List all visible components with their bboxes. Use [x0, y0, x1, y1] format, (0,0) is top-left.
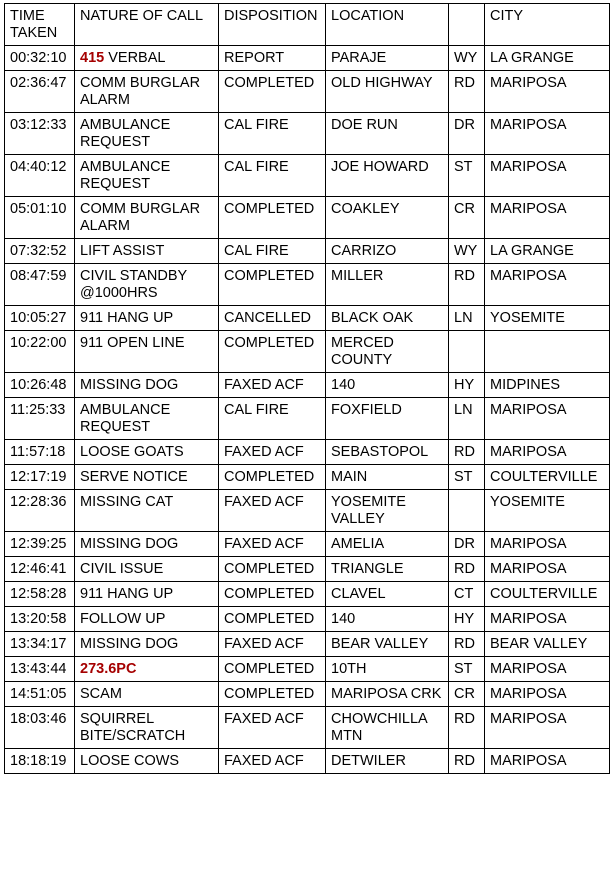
cell-suffix: WY [449, 239, 485, 264]
cell-time: 12:39:25 [5, 532, 75, 557]
table-row [5, 264, 610, 306]
cell-location: SEBASTOPOL [326, 440, 449, 465]
cell-disposition: COMPLETED [219, 71, 326, 113]
cell-disposition: COMPLETED [219, 557, 326, 582]
nature-text: LOOSE COWS [80, 753, 180, 769]
table-row [5, 707, 610, 749]
cell-disposition: COMPLETED [219, 264, 326, 306]
cell-city: LA GRANGE [485, 239, 610, 264]
cell-location: PARAJE [326, 46, 449, 71]
cell-suffix: LN [449, 306, 485, 331]
cell-time: 10:26:48 [5, 373, 75, 398]
cell-city: BEAR VALLEY [485, 632, 610, 657]
cell-location: BLACK OAK [326, 306, 449, 331]
cell-nature [75, 331, 219, 373]
cell-city: MARIPOSA [485, 657, 610, 682]
nature-text: SERVE NOTICE [80, 469, 188, 485]
table-row [5, 306, 610, 331]
nature-text: SQUIRREL BITE/SCRATCH [80, 711, 186, 744]
cell-nature [75, 373, 219, 398]
cell-disposition: FAXED ACF [219, 749, 326, 774]
cell-city: COULTERVILLE [485, 465, 610, 490]
cell-nature [75, 264, 219, 306]
cell-nature [75, 749, 219, 774]
cell-disposition: CAL FIRE [219, 113, 326, 155]
cell-disposition: FAXED ACF [219, 707, 326, 749]
cell-location: JOE HOWARD [326, 155, 449, 197]
nature-code: 415 [80, 50, 105, 66]
cell-disposition: COMPLETED [219, 607, 326, 632]
cell-location: AMELIA [326, 532, 449, 557]
table-row [5, 46, 610, 71]
cell-nature [75, 657, 219, 682]
nature-text: 911 OPEN LINE [80, 335, 185, 351]
cell-location: OLD HIGHWAY [326, 71, 449, 113]
cell-suffix: DR [449, 532, 485, 557]
nature-text: 911 HANG UP [80, 310, 174, 326]
header-location: LOCATION [326, 4, 449, 46]
cell-suffix: WY [449, 46, 485, 71]
cell-time: 02:36:47 [5, 71, 75, 113]
nature-text: 911 HANG UP [80, 586, 174, 602]
nature-code: 273.6PC [80, 661, 137, 677]
cell-city: MARIPOSA [485, 707, 610, 749]
cell-location: MILLER [326, 264, 449, 306]
cell-time: 10:22:00 [5, 331, 75, 373]
cell-time: 10:05:27 [5, 306, 75, 331]
header-city: CITY [485, 4, 610, 46]
cell-city: MARIPOSA [485, 155, 610, 197]
cell-disposition: FAXED ACF [219, 440, 326, 465]
cell-disposition: CANCELLED [219, 306, 326, 331]
cell-nature [75, 532, 219, 557]
cell-location: BEAR VALLEY [326, 632, 449, 657]
cell-nature [75, 197, 219, 239]
table-row [5, 440, 610, 465]
cell-suffix: RD [449, 707, 485, 749]
cell-city: MARIPOSA [485, 749, 610, 774]
cell-time: 04:40:12 [5, 155, 75, 197]
cell-time: 13:43:44 [5, 657, 75, 682]
cell-city: MARIPOSA [485, 607, 610, 632]
cell-nature [75, 557, 219, 582]
cell-suffix: HY [449, 373, 485, 398]
table-row [5, 682, 610, 707]
cell-time: 11:57:18 [5, 440, 75, 465]
cell-disposition: FAXED ACF [219, 490, 326, 532]
cell-time: 13:20:58 [5, 607, 75, 632]
cell-suffix: RD [449, 557, 485, 582]
cell-disposition: FAXED ACF [219, 532, 326, 557]
nature-text: MISSING DOG [80, 536, 179, 552]
cell-nature [75, 155, 219, 197]
cell-city: MIDPINES [485, 373, 610, 398]
cell-location: 140 [326, 607, 449, 632]
nature-text: MISSING DOG [80, 377, 179, 393]
table-row [5, 557, 610, 582]
cell-nature [75, 398, 219, 440]
table-row [5, 490, 610, 532]
cell-time: 07:32:52 [5, 239, 75, 264]
cell-city: MARIPOSA [485, 113, 610, 155]
cell-suffix: CT [449, 582, 485, 607]
cell-time: 05:01:10 [5, 197, 75, 239]
cell-suffix: CR [449, 682, 485, 707]
cell-time: 00:32:10 [5, 46, 75, 71]
cell-location: COAKLEY [326, 197, 449, 239]
nature-text: AMBULANCE REQUEST [80, 402, 175, 435]
cell-time: 12:46:41 [5, 557, 75, 582]
cell-location: CARRIZO [326, 239, 449, 264]
cell-city: MARIPOSA [485, 71, 610, 113]
table-row [5, 71, 610, 113]
table-row [5, 331, 610, 373]
cell-city: COULTERVILLE [485, 582, 610, 607]
cell-time: 12:17:19 [5, 465, 75, 490]
nature-text: AMBULANCE REQUEST [80, 159, 175, 192]
cell-time: 14:51:05 [5, 682, 75, 707]
cell-nature [75, 607, 219, 632]
cell-location: CLAVEL [326, 582, 449, 607]
cell-suffix: LN [449, 398, 485, 440]
table-row [5, 398, 610, 440]
cell-disposition: FAXED ACF [219, 373, 326, 398]
cell-time: 18:18:19 [5, 749, 75, 774]
cell-nature [75, 113, 219, 155]
cell-disposition: COMPLETED [219, 331, 326, 373]
cell-time: 18:03:46 [5, 707, 75, 749]
cell-location: MARIPOSA CRK [326, 682, 449, 707]
header-row [5, 4, 610, 46]
cell-city: MARIPOSA [485, 264, 610, 306]
cell-city: MARIPOSA [485, 682, 610, 707]
cell-suffix: ST [449, 155, 485, 197]
cell-location: MAIN [326, 465, 449, 490]
table-row [5, 155, 610, 197]
nature-text: VERBAL [104, 50, 166, 66]
nature-text: COMM BURGLAR ALARM [80, 75, 204, 108]
cell-time: 08:47:59 [5, 264, 75, 306]
cell-disposition: COMPLETED [219, 582, 326, 607]
cell-suffix: RD [449, 71, 485, 113]
nature-text: LOOSE GOATS [80, 444, 184, 460]
call-log-table [4, 3, 610, 774]
table-row [5, 239, 610, 264]
cell-disposition: COMPLETED [219, 465, 326, 490]
cell-disposition: CAL FIRE [219, 398, 326, 440]
cell-city [485, 331, 610, 373]
cell-nature [75, 306, 219, 331]
cell-nature [75, 46, 219, 71]
cell-location: FOXFIELD [326, 398, 449, 440]
table-row [5, 657, 610, 682]
cell-nature [75, 682, 219, 707]
cell-suffix: RD [449, 749, 485, 774]
cell-disposition: COMPLETED [219, 682, 326, 707]
nature-text: AMBULANCE REQUEST [80, 117, 175, 150]
cell-suffix: RD [449, 264, 485, 306]
cell-nature [75, 707, 219, 749]
cell-city: MARIPOSA [485, 440, 610, 465]
nature-text: CIVIL STANDBY @1000HRS [80, 268, 191, 301]
cell-location: 140 [326, 373, 449, 398]
table-row [5, 113, 610, 155]
cell-suffix: RD [449, 440, 485, 465]
cell-location: YOSEMITE VALLEY [326, 490, 449, 532]
cell-suffix: RD [449, 632, 485, 657]
cell-location: 10TH [326, 657, 449, 682]
cell-disposition: CAL FIRE [219, 155, 326, 197]
cell-city: LA GRANGE [485, 46, 610, 71]
cell-suffix: CR [449, 197, 485, 239]
cell-location: TRIANGLE [326, 557, 449, 582]
cell-city: MARIPOSA [485, 197, 610, 239]
table-row [5, 197, 610, 239]
cell-suffix: DR [449, 113, 485, 155]
cell-suffix [449, 490, 485, 532]
table-row [5, 373, 610, 398]
cell-disposition: FAXED ACF [219, 632, 326, 657]
cell-nature [75, 490, 219, 532]
cell-location: CHOWCHILLA MTN [326, 707, 449, 749]
cell-city: MARIPOSA [485, 398, 610, 440]
cell-disposition: COMPLETED [219, 197, 326, 239]
nature-text: FOLLOW UP [80, 611, 166, 627]
cell-time: 11:25:33 [5, 398, 75, 440]
table-row [5, 749, 610, 774]
cell-city: YOSEMITE [485, 306, 610, 331]
nature-text: MISSING CAT [80, 494, 174, 510]
cell-location: DOE RUN [326, 113, 449, 155]
cell-city: MARIPOSA [485, 557, 610, 582]
cell-city: MARIPOSA [485, 532, 610, 557]
table-row [5, 582, 610, 607]
table-row [5, 465, 610, 490]
cell-suffix [449, 331, 485, 373]
cell-nature [75, 632, 219, 657]
cell-suffix: ST [449, 465, 485, 490]
header-time: TIME TAKEN [5, 4, 75, 46]
cell-location: MERCED COUNTY [326, 331, 449, 373]
cell-time: 12:28:36 [5, 490, 75, 532]
cell-nature [75, 582, 219, 607]
cell-city: YOSEMITE [485, 490, 610, 532]
cell-nature [75, 440, 219, 465]
nature-text: COMM BURGLAR ALARM [80, 201, 204, 234]
header-disposition: DISPOSITION [219, 4, 326, 46]
cell-disposition: REPORT [219, 46, 326, 71]
nature-text: CIVIL ISSUE [80, 561, 164, 577]
cell-time: 03:12:33 [5, 113, 75, 155]
cell-location: DETWILER [326, 749, 449, 774]
header-suffix [449, 4, 485, 46]
cell-time: 13:34:17 [5, 632, 75, 657]
nature-text: SCAM [80, 686, 122, 702]
cell-disposition: CAL FIRE [219, 239, 326, 264]
table-row [5, 607, 610, 632]
nature-text: LIFT ASSIST [80, 243, 165, 259]
cell-disposition: COMPLETED [219, 657, 326, 682]
cell-suffix: ST [449, 657, 485, 682]
cell-time: 12:58:28 [5, 582, 75, 607]
table-row [5, 632, 610, 657]
nature-text: MISSING DOG [80, 636, 179, 652]
cell-suffix: HY [449, 607, 485, 632]
header-nature: NATURE OF CALL [75, 4, 219, 46]
cell-nature [75, 465, 219, 490]
cell-nature [75, 239, 219, 264]
table-row [5, 532, 610, 557]
cell-nature [75, 71, 219, 113]
